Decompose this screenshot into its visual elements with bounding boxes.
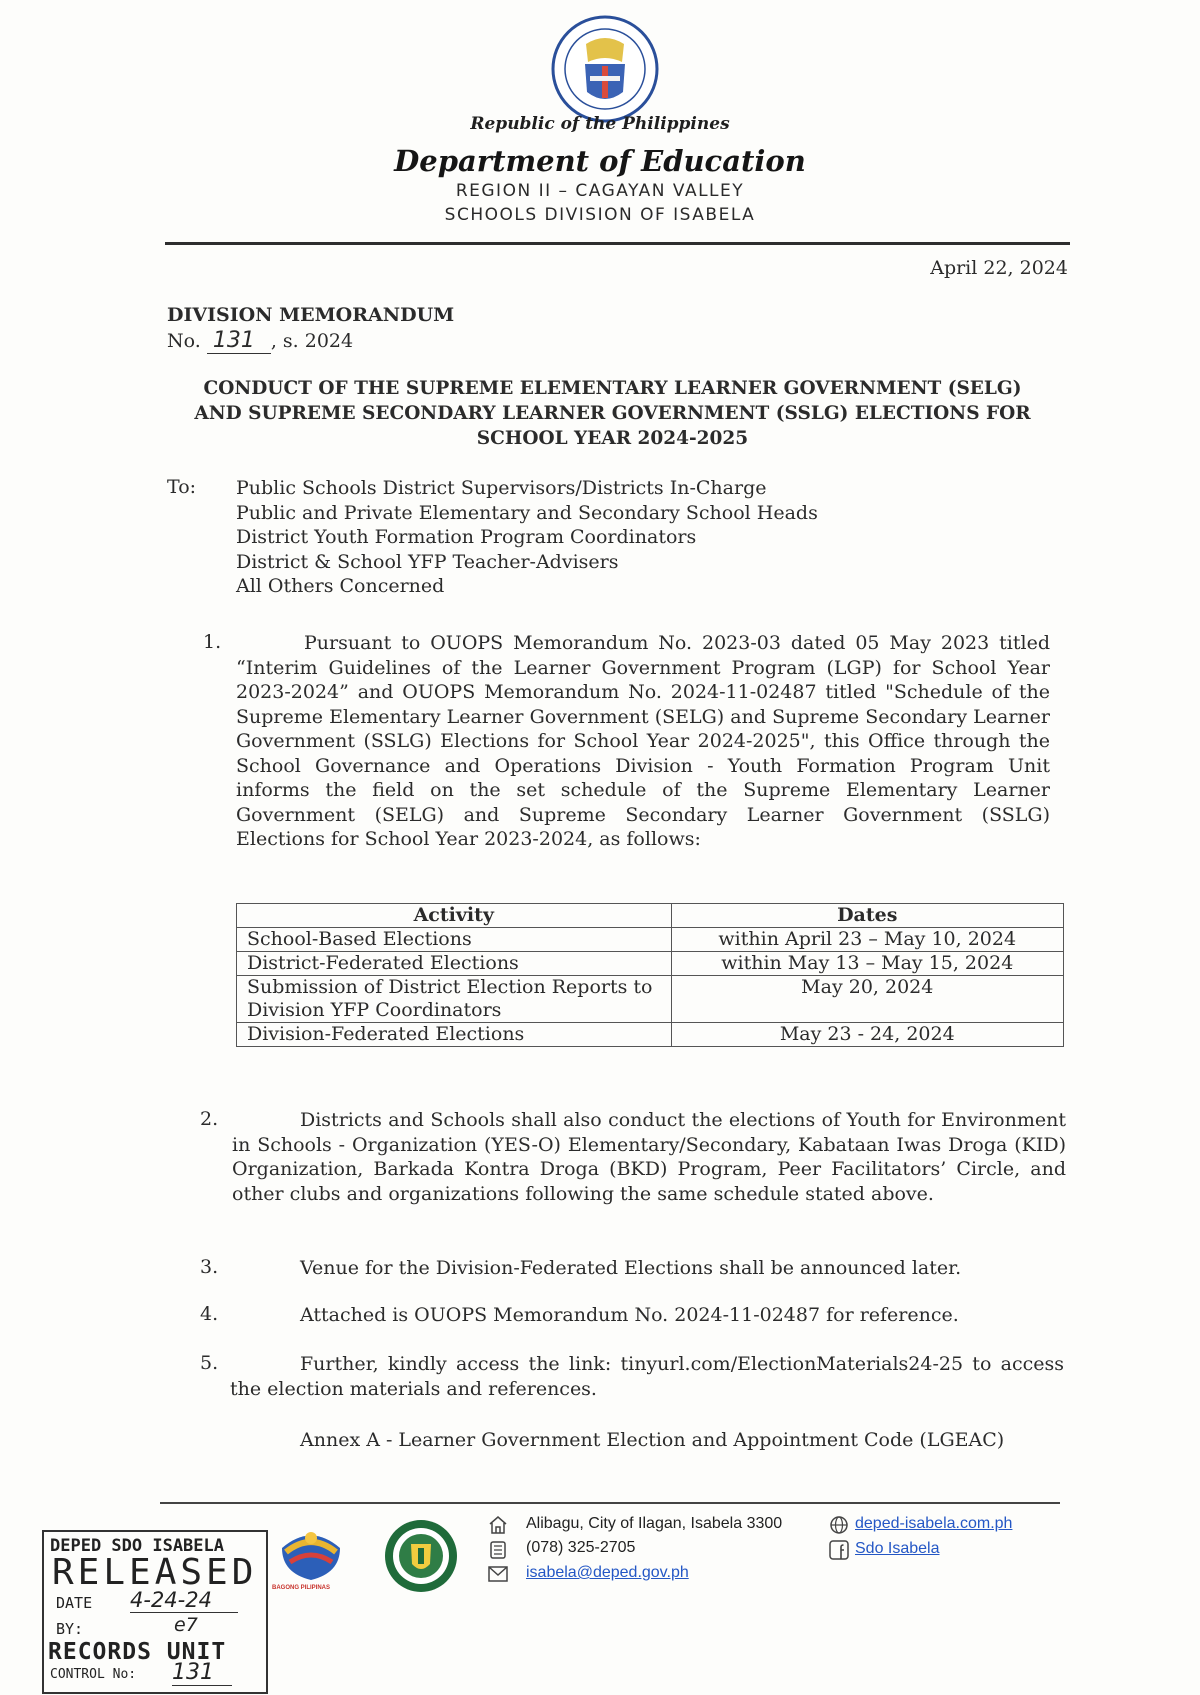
bagong-pilipinas-logo (276, 1518, 346, 1588)
recipient-item: Public Schools District Supervisors/Districts In-Charge (236, 477, 767, 499)
building-icon (488, 1515, 508, 1535)
footer-email-link[interactable]: isabela@deped.gov.ph (526, 1564, 689, 1581)
paragraph-number: 2. (200, 1108, 219, 1130)
division-heading: SCHOOLS DIVISION OF ISABELA (444, 205, 756, 225)
header-divider (165, 242, 1070, 245)
stamp-control-label: CONTROL No: (50, 1667, 137, 1682)
column-header-activity: Activity (237, 904, 672, 928)
memo-number-suffix: , s. 2024 (270, 330, 354, 352)
paragraph-1: Pursuant to OUOPS Memorandum No. 2023-03 dated 05 May 2023 titled “Interim Guidelines of the Learner Government Program (LGP) for School Year 2023-2024” and OUOPS Memorandum No. 2024-11-02487 titled "Schedule of the Supreme Elementary Learner Government (SELG) and Supreme Secondary Learner Government (SSLG) Elections for School Year 2024-2025", this Office through the School Governance and Operations Division - Youth Formation Program Unit informs the field on the set schedule of the Supreme Elementary Learner Government (SELG) and Supreme Secondary Learner Government (SSLG) Elections for School Year 2023-2024, as follows: (236, 632, 1050, 850)
recipient-item: District Youth Formation Program Coordinators (236, 526, 697, 548)
stamp-by-value: e7 (174, 1614, 198, 1636)
memo-number (167, 328, 353, 353)
footer-website-link[interactable]: deped-isabela.com.ph (855, 1515, 1013, 1532)
recipient-item: All Others Concerned (236, 575, 445, 597)
paragraph-number: 1. (203, 631, 222, 653)
recipient-item: District & School YFP Teacher-Advisers (236, 550, 619, 573)
table-row (237, 952, 1064, 976)
paragraph-4: Attached is OUOPS Memorandum No. 2024-11-02487 for reference. (300, 1304, 959, 1326)
recipient-list (236, 476, 818, 599)
footer-address: Alibagu, City of Ilagan, Isabela 3300 (526, 1515, 783, 1532)
to-label: To: (167, 476, 197, 498)
paragraph-3: Venue for the Division-Federated Elections shall be announced later. (300, 1257, 962, 1279)
activity-cell: District-Federated Elections (237, 952, 672, 976)
stamp-by-label: BY: (56, 1620, 84, 1638)
column-header-dates: Dates (671, 904, 1063, 928)
schedule-table (236, 903, 1064, 1047)
bagong-pilipinas-label: BAGONG PILIPINAS (272, 1585, 331, 1591)
paragraph-2: Districts and Schools shall also conduct the elections of Youth for Environment in Schools - Organization (YES-O) Elementary/Secondary, Kabataan Iwas Droga (KID) Organization, Barkada Kontra Droga (BKD) Program, Peer Facilitators’ Circle, and other clubs and organizations following the same schedule stated above. (232, 1109, 1066, 1205)
recipient-item: Public and Private Elementary and Secondary School Heads (236, 501, 818, 524)
phone-icon (488, 1540, 508, 1560)
paragraph-5: Further, kindly access the link: tinyurl.com/ElectionMaterials24-25 to access the election materials and references. (230, 1353, 1064, 1400)
memo-title (160, 376, 1065, 451)
stamp-office: DEPED SDO ISABELA (50, 1536, 224, 1556)
dates-cell: May 20, 2024 (671, 976, 1063, 1023)
dates-cell: within May 13 – May 15, 2024 (671, 952, 1063, 976)
memo-title-line: CONDUCT OF THE SUPREME ELEMENTARY LEARNER GOVERNMENT (SELG) (203, 378, 1022, 399)
memo-title-line: AND SUPREME SECONDARY LEARNER GOVERNMENT (SSLG) ELECTIONS FOR (194, 403, 1031, 424)
footer-phone: (078) 325-2705 (526, 1539, 636, 1556)
table-row (237, 976, 1064, 1023)
mail-icon (488, 1566, 508, 1582)
footer-facebook-link[interactable]: Sdo Isabela (855, 1540, 940, 1557)
annex-note: Annex A - Learner Government Election and Appointment Code (LGEAC) (300, 1429, 1005, 1451)
dates-cell: May 23 - 24, 2024 (671, 1023, 1063, 1047)
facebook-icon (829, 1540, 849, 1560)
table-row (237, 928, 1064, 952)
memo-number-value: 131 (207, 328, 271, 354)
memo-title-line: SCHOOL YEAR 2024-2025 (476, 428, 749, 449)
activity-cell: Division-Federated Elections (237, 1023, 672, 1047)
dates-cell: within April 23 – May 10, 2024 (671, 928, 1063, 952)
footer-divider (160, 1502, 1060, 1504)
stamp-date-value: 4-24-24 (130, 1588, 238, 1613)
stamp-status: RELEASED (52, 1552, 258, 1593)
globe-icon (829, 1515, 849, 1535)
memo-date: April 22, 2024 (930, 257, 1068, 279)
stamp-date-label: DATE (56, 1594, 93, 1612)
stamp-unit: RECORDS UNIT (48, 1639, 227, 1665)
activity-cell: School-Based Elections (237, 928, 672, 952)
paragraph-number: 4. (200, 1303, 219, 1325)
table-header-row (237, 904, 1064, 928)
region-heading: REGION II – CAGAYAN VALLEY (455, 181, 745, 201)
department-heading: Department of Education (394, 144, 806, 178)
memo-type: DIVISION MEMORANDUM (167, 304, 455, 326)
paragraph-number: 5. (200, 1352, 219, 1374)
released-stamp (42, 1530, 268, 1694)
table-row (237, 1023, 1064, 1047)
stamp-control-value: 131 (172, 1660, 232, 1686)
sdo-isabela-seal (383, 1518, 459, 1594)
activity-cell: Submission of District Election Reports to Division YFP Coordinators (237, 976, 672, 1023)
deped-seal-logo (550, 14, 660, 124)
memo-number-prefix: No. (167, 330, 201, 352)
republic-heading: Republic of the Philippines (470, 114, 730, 134)
paragraph-number: 3. (200, 1256, 219, 1278)
